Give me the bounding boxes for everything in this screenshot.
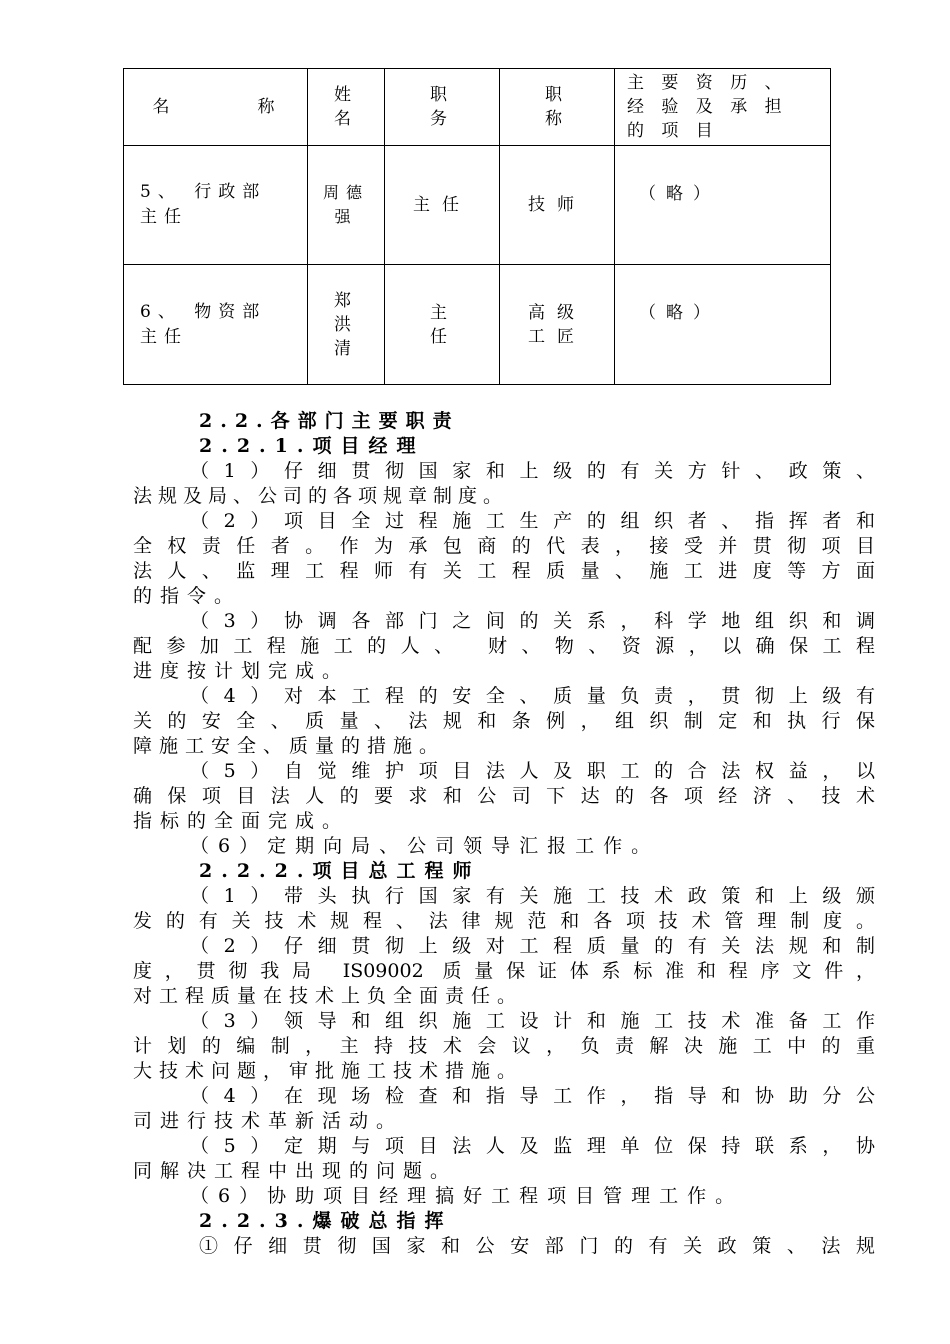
paragraph-line: （1）仔细贯彻国家和上级的有关方针、政策、: [190, 460, 875, 482]
list-item: [133, 834, 875, 859]
cell-name: 5、 行政部 主任: [124, 146, 308, 265]
list-item: [133, 934, 875, 1009]
paragraph-line: 计划的编制，主持技术会议，负责解决施工中的重: [133, 1035, 875, 1057]
header-title: 职 称: [500, 69, 615, 146]
paragraph-line: 指标的全面完成。: [133, 810, 350, 832]
table-row: [124, 265, 831, 385]
paragraph-line: （5）定期与项目法人及监理单位保持联系，协: [190, 1135, 875, 1157]
cell-duty: 主 任: [385, 265, 500, 385]
list-item: [133, 684, 875, 759]
list-item: [133, 1184, 875, 1209]
paragraph-line: （2）项目全过程施工生产的组织者、指挥者和: [190, 510, 875, 532]
list-item: [133, 884, 875, 934]
staff-table: [123, 68, 831, 385]
table-header-row: [124, 69, 831, 146]
paragraph-line: 法人、监理工程师有关工程质量、施工进度等方面: [133, 560, 875, 582]
paragraph-line: （3）协调各部门之间的关系，科学地组织和调: [190, 610, 875, 632]
document-body: [133, 409, 875, 1259]
paragraph-line: 配参加工程施工的人、 财、物、资源，以确保工程: [133, 635, 875, 657]
paragraph-line: 对工程质量在技术上负全面责任。: [133, 985, 524, 1007]
header-name: 名 称: [124, 69, 308, 146]
section-heading-2-2-3: 2.2.3.爆破总指挥: [199, 1210, 453, 1232]
paragraph-line: 度，贯彻我局 IS09002 质量保证体系标准和程序文件，: [133, 960, 875, 982]
cell-title: 高级 工匠: [500, 265, 615, 385]
list-item: [133, 1084, 875, 1134]
paragraph-line: （3）领导和组织施工设计和施工技术准备工作: [190, 1010, 875, 1032]
paragraph-line: 发的有关技术规程、法律规范和各项技术管理制度。: [133, 910, 875, 932]
paragraph-line: （6）协助项目经理搞好工程项目管理工作。: [190, 1185, 744, 1207]
list-item: [133, 459, 875, 509]
paragraph-line: 的指令。: [133, 585, 242, 607]
section-heading-2-2-2: 2.2.2.项目总工程师: [199, 860, 481, 882]
header-experience: 主 要 资 历 、 经 验 及 承 担 的 项 目: [615, 69, 831, 146]
paragraph-line: 法规及局、公司的各项规章制度。: [133, 485, 509, 507]
paragraph-line: （1）带头执行国家有关施工技术政策和上级颁: [190, 885, 875, 907]
list-item: [133, 509, 875, 609]
cell-title: 技师: [500, 146, 615, 265]
paragraph-line: 进度按计划完成。: [133, 660, 350, 682]
section-heading-2-2-1: 2.2.1.项目经理: [199, 435, 425, 457]
paragraph-line: 大技术问题，审批施工技术措施。: [133, 1060, 524, 1082]
cell-duty: 主任: [385, 146, 500, 265]
paragraph-line: （2）仔细贯彻上级对工程质量的有关法规和制: [190, 935, 875, 957]
list-item: [133, 759, 875, 834]
paragraph-line: 关的安全、质量、法规和条例，组织制定和执行保: [133, 710, 875, 732]
paragraph-line: （4）在现场检查和指导工作，指导和协助分公: [190, 1085, 875, 1107]
cell-experience: （略）: [615, 265, 831, 385]
section-heading-2-2: 2.2.各部门主要职责: [199, 410, 460, 432]
paragraph-line: 全权责任者。作为承包商的代表，接受并贯彻项目: [133, 535, 875, 557]
cell-experience: （略）: [615, 146, 831, 265]
paragraph-line: 同解决工程中出现的问题。: [133, 1160, 458, 1182]
paragraph-line: ①仔细贯彻国家和公安部门的有关政策、法规: [199, 1235, 875, 1257]
paragraph-line: 障施工安全、质量的措施。: [133, 735, 446, 757]
list-item: [133, 1009, 875, 1084]
table-row: [124, 146, 831, 265]
paragraph-line: （5）自觉维护项目法人及职工的合法权益，以: [190, 760, 875, 782]
paragraph-line: 司进行技术革新活动。: [133, 1110, 404, 1132]
cell-person: 周德 强: [308, 146, 385, 265]
cell-name: 6、 物资部 主任: [124, 265, 308, 385]
header-duty: 职 务: [385, 69, 500, 146]
paragraph-line: （6）定期向局、公司领导汇报工作。: [190, 835, 660, 857]
list-item: [133, 1234, 875, 1259]
paragraph-line: （4）对本工程的安全、质量负责，贯彻上级有: [190, 685, 875, 707]
list-item: [133, 609, 875, 684]
paragraph-line: 确保项目法人的要求和公司下达的各项经济、技术: [133, 785, 875, 807]
cell-person: 郑 洪 清: [308, 265, 385, 385]
list-item: [133, 1134, 875, 1184]
header-person: 姓 名: [308, 69, 385, 146]
